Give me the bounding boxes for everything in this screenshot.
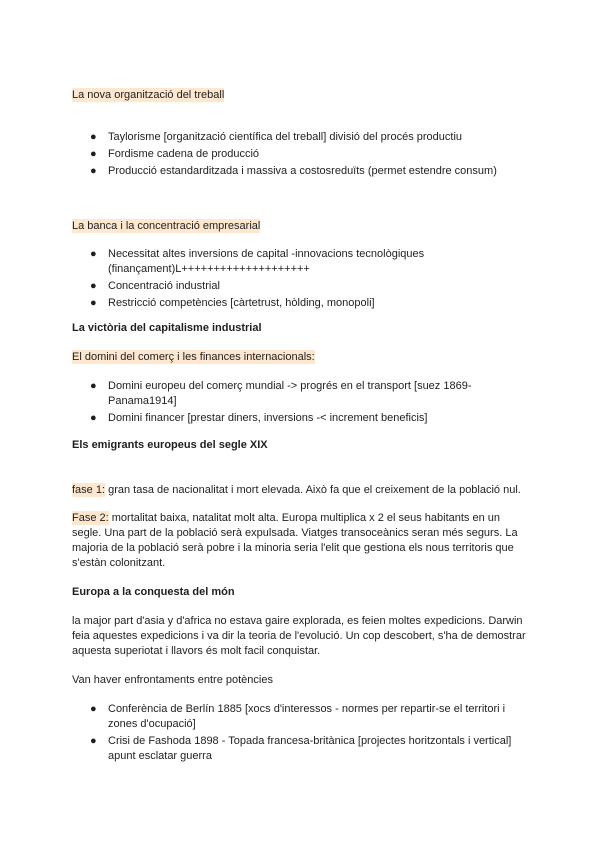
- title-emigrants: Els emigrants europeus del segle XIX: [72, 439, 268, 451]
- bullet-icon: ●: [90, 131, 97, 143]
- bullet-icon: ●: [90, 412, 97, 424]
- bullet-icon: ●: [90, 297, 97, 309]
- paragraph-fase-2: Fase 2: mortalitat baixa, natalitat molt alta. Europa multiplica x 2 el seus habitants en un segle. Una part de la població serà expulsada. Viatges transoceànics seran més segurs. La majoria de la població serà pobre i la minoria seria l'elit que gestiona els nous territoris que s'estàn colonitzant.: [72, 512, 518, 569]
- list-item: ● Concentració industrial: [90, 280, 220, 292]
- bullet-icon: ●: [90, 165, 97, 177]
- fase-2-label: Fase 2:: [72, 512, 109, 524]
- section-heading: La banca i la concentració empresarial: [72, 220, 261, 232]
- bullet-icon: ●: [90, 148, 97, 160]
- title-europa-conquesta: Europa a la conquesta del món: [72, 586, 235, 598]
- bullet-list-3: [72, 379, 530, 428]
- bullet-icon: ●: [90, 735, 97, 747]
- list-item: ● Taylorisme [organització científica del treball] divisió del procés productiu: [90, 131, 463, 143]
- list-item: ● Domini europeu del comerç mundial -> progrés en el transport [suez 1869-Panama1914]: [90, 380, 472, 407]
- bullet-icon: ●: [90, 248, 97, 260]
- bullet-icon: ●: [90, 703, 97, 715]
- bullet-list-5: [72, 702, 530, 766]
- bullet-icon: ●: [90, 280, 97, 292]
- bullet-list-1: [72, 130, 530, 181]
- list-item: ● Producció estandarditzada i massiva a costosreduïts (permet estendre consum): [90, 165, 497, 177]
- list-item: ● Crisi de Fashoda 1898 - Topada francesa-britànica [projectes horitzontals i vertical] apunt esclatar guerra: [90, 735, 512, 762]
- list-item: ● Domini financer [prestar diners, inversions -< increment beneficis]: [90, 412, 428, 424]
- paragraph-enfrontaments: Van haver enfrontaments entre potències: [72, 674, 273, 686]
- bullet-icon: ●: [90, 380, 97, 392]
- list-item: ● Conferència de Berlín 1885 [xocs d'interessos - normes per repartir-se el territori i zones d'ocupació]: [90, 703, 506, 730]
- title-victoria-capitalisme: La victòria del capitalisme industrial: [72, 322, 262, 334]
- bullet-list-2: [72, 247, 530, 313]
- list-item: ● Fordisme cadena de producció: [90, 148, 260, 160]
- list-item: ● Restricció competències [càrtetrust, hòlding, monopoli]: [90, 297, 375, 309]
- section-banca: [72, 219, 530, 234]
- section-nova-organitzacio: [72, 88, 530, 103]
- paragraph-darwin: la major part d'asia y d'africa no estava gaire explorada, es feien moltes expedicions. Darwin feia aquestes expedicions i va dir la teoria de l'evolució. Un cop descobert, s'ha de demostrar aquesta superiotat i llavors és molt facil conquistar.: [72, 615, 526, 657]
- section-heading: La nova organització del treball: [72, 89, 225, 101]
- subheading-domini-comerc: El domini del comerç i les finances internacionals:: [72, 351, 315, 363]
- fase-1-label: fase 1:: [72, 484, 106, 496]
- paragraph-fase-1: fase 1: gran tasa de nacionalitat i mort elevada. Això fa que el creixement de la població nul.: [72, 484, 521, 496]
- list-item: ● Necessitat altes inversions de capital -innovacions tecnològiques (finançament)L++++++++++++++++++++: [90, 248, 425, 275]
